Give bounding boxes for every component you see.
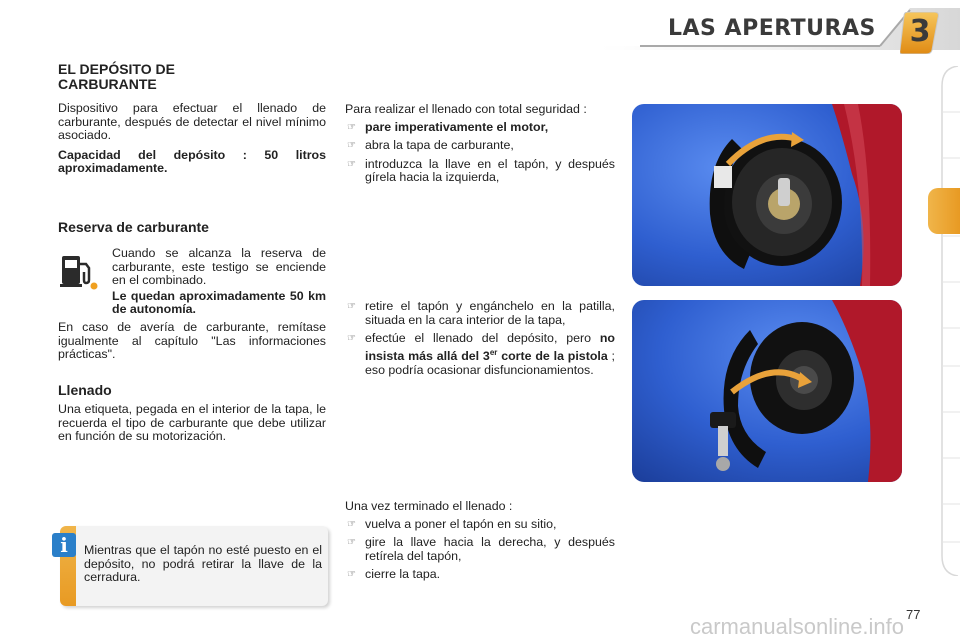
pointing-finger-icon: ☞ — [347, 301, 356, 312]
section-title: EL DEPÓSITO DE CARBURANTE — [58, 61, 175, 92]
capacity-paragraph: Capacidad del depósito : 50 litros aproximadamente. — [58, 147, 326, 176]
page-title: LAS APERTURAS — [668, 16, 876, 41]
list-item: ☞ vuelva a poner el tapón en su sitio, — [347, 516, 557, 531]
intro-paragraph: Dispositivo para efectuar el llenado de carburante, después de detectar el nivel mínimo asociado. — [58, 101, 326, 143]
list-item: ☞ gire la llave hacia la derecha, y después retírela del tapón, — [347, 535, 615, 563]
pointing-finger-icon: ☞ — [347, 333, 356, 345]
steps-list-3 — [345, 518, 615, 582]
info-icon: i — [52, 533, 76, 557]
failure-paragraph: En caso de avería de carburante, remítase igualmente al capítulo "Las informaciones prácticas". — [58, 320, 326, 362]
after-intro: Una vez terminado el llenado : — [345, 499, 513, 513]
fuel-cap-photo-2 — [632, 300, 902, 482]
fill-block — [58, 403, 326, 450]
pointing-finger-icon: ☞ — [347, 569, 356, 581]
pointing-finger-icon: ☞ — [347, 158, 356, 170]
watermark: carmanualsonline.info — [690, 614, 905, 639]
list-item: ☞ efectúe el llenado del depósito, pero no insista más allá del 3er corte de la pistola ; eso podría ocasionar disfuncionamientos. — [347, 331, 615, 377]
reserve-block — [112, 247, 326, 323]
reserve-bold-paragraph: Le quedan aproximadamente 50 km de autonomía. — [112, 288, 326, 317]
left-column — [58, 62, 326, 182]
info-note-text: Mientras que el tapón no esté puesto en el depósito, no podrá retirar la llave de la cerradura. — [84, 543, 322, 585]
middle-column-top — [345, 103, 615, 190]
fill-heading: Llenado — [58, 382, 112, 398]
fuel-pump-icon — [58, 250, 100, 292]
tabs-outline — [928, 66, 960, 576]
middle-column-bottom — [345, 500, 615, 587]
steps-list-1 — [345, 121, 615, 185]
fuel-cap-photo-1 — [632, 104, 902, 286]
chapter-number: 3 — [909, 14, 931, 49]
list-item: ☞ introduzca la llave en el tapón, y después gírela hacia la izquierda, — [347, 156, 615, 185]
pointing-finger-icon: ☞ — [347, 121, 356, 133]
failure-block — [58, 321, 326, 368]
list-item: ☞ cierre la tapa. — [347, 567, 441, 582]
tab-chapter-3[interactable] — [928, 188, 960, 234]
pointing-finger-icon: ☞ — [347, 140, 356, 152]
page-number: 77 — [906, 607, 921, 622]
fill-paragraph: Una etiqueta, pegada en el interior de la tapa, le recuerda el tipo de carburante que debe utilizar en función de su motorización. — [58, 402, 326, 444]
list-item: ☞ pare imperativamente el motor, — [347, 119, 549, 134]
list-item: ☞ retire el tapón y engánchelo en la patilla, situada en la cara interior de la tapa, — [347, 299, 615, 327]
safety-intro: Para realizar el llenado con total seguridad : — [345, 102, 587, 116]
list-item: ☞ abra la tapa de carburante, — [347, 138, 514, 153]
pointing-finger-icon: ☞ — [347, 518, 356, 530]
steps-list-2 — [345, 300, 615, 377]
pointing-finger-icon: ☞ — [347, 537, 356, 549]
middle-column-mid — [345, 300, 615, 382]
chapter-tabs — [928, 66, 960, 576]
reserve-paragraph: Cuando se alcanza la reserva de carburante, este testigo se enciende en el combinado. — [112, 246, 326, 288]
reserve-heading: Reserva de carburante — [58, 219, 209, 235]
